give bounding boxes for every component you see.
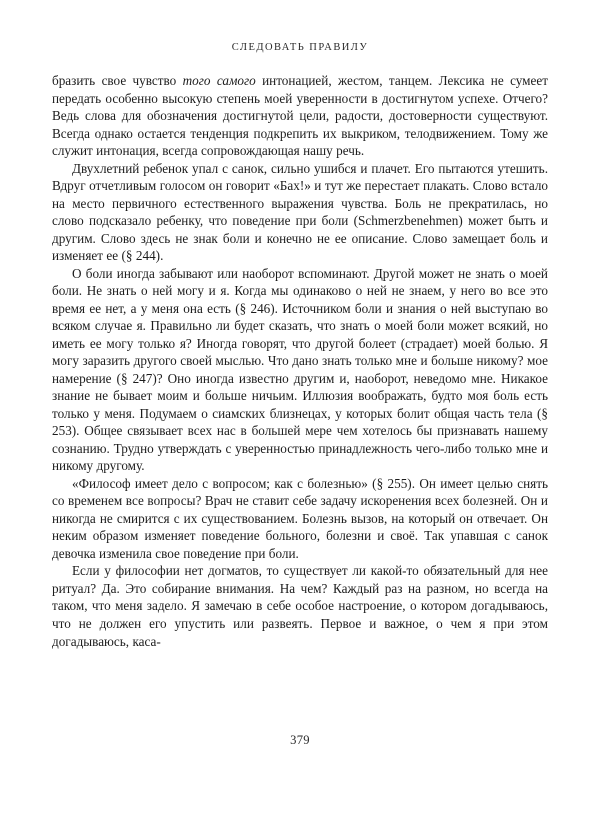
text-run: ) может быть и другим. Слово здесь не знак боли и конечно не ее описание. Слово замещает боль и изменяет ее (§ 244). — [52, 213, 548, 264]
paragraph — [52, 475, 548, 563]
paragraph — [52, 562, 548, 650]
page-number: 379 — [290, 733, 310, 747]
paragraph — [52, 160, 548, 265]
emphasis-text: того самого — [182, 73, 256, 88]
text-run: бразить свое чувство — [52, 73, 183, 88]
paragraph — [52, 72, 548, 160]
foreign-term: Schmerzbenehmen — [358, 213, 459, 229]
text-run: О боли иногда забывают или наоборот вспоминают. Другой может не знать о моей боли. Не знать о ней могу и я. Когда мы одинаково о ней не знаем, у него во все это время ее нет, а у меня она есть (§ 246). Источником боли и знания о ней выступаю во всяком случае я. Правильно ли будет сказать, что знать о моей боли может всякий, но иметь ее могу только я? Иногда говорят, что другой болеет (страдает) моей болью. Я могу заразить другого своей мыслью. Что дано знать только мне и больше никому? мое намерение (§ 247)? Оно иногда известно другим и, наоборот, неведомо мне. Никакое знание не бывает моим и больше ничьим. Иллюзия воображать, будто моя боль есть только у меня. Подумаем о сиамских близнецах, у которых болит общая часть тела (§ 253). Общее связывает всех нас в большей мере чем хотелось бы признавать нашему сознанию. Трудно утверждать с уверенностью принадлежность чего-либо только мне и никому другому. — [52, 265, 548, 474]
running-head: СЛЕДОВАТЬ ПРАВИЛУ — [231, 42, 369, 53]
body-text-block — [52, 72, 548, 650]
text-run: Двухлетний ребенок упал с санок, сильно ушибся и плачет. Его пытаются утешить. Вдруг отчетливым голосом он говорит «Бах!» и тут же перестает плакать. Слово встало на место первичного естественного выражения чувства. Боль не прекратилась, но слово подсказало ребенку, что поведение при боли ( — [52, 160, 548, 229]
paragraph — [52, 265, 548, 475]
text-run: интонацией, жестом, танцем. Лексика не сумеет передать особенно высокую степень моей уверенности в достигнутом успехе. Отчего? Ведь слова для обозначения достигнутой цели, радости, достоверности существуют. Всегда однако остается тенденция подкрепить их выкриком, телодвижением. Тому же служит интонация, всегда сопровождающая нашу речь. — [52, 73, 549, 159]
text-run: «Философ имеет дело с вопросом; как с болезнью» (§ 255). Он имеет целью снять со временем все вопросы? Врач не ставит себе задачу искоренения всех болезней. Он и никогда не смирится с их существованием. Болезнь вызов, на который он отвечает. Он неким образом изменяет поведение больного, болезни и своё. Так упавшая с санок девочка изменила свое поведение при боли. — [52, 475, 548, 561]
text-run: Если у философии нет догматов, то существует ли какой-то обязательный для нее ритуал? Да. Это собирание внимания. На чем? Каждый раз на разном, но всегда на таком, что меня задело. Я замечаю в себе особое настроение, о котором догадываюсь, что не должен его упустить или развеять. Первое и важное, о чем я при этом догадываюсь, каса- — [52, 563, 548, 649]
